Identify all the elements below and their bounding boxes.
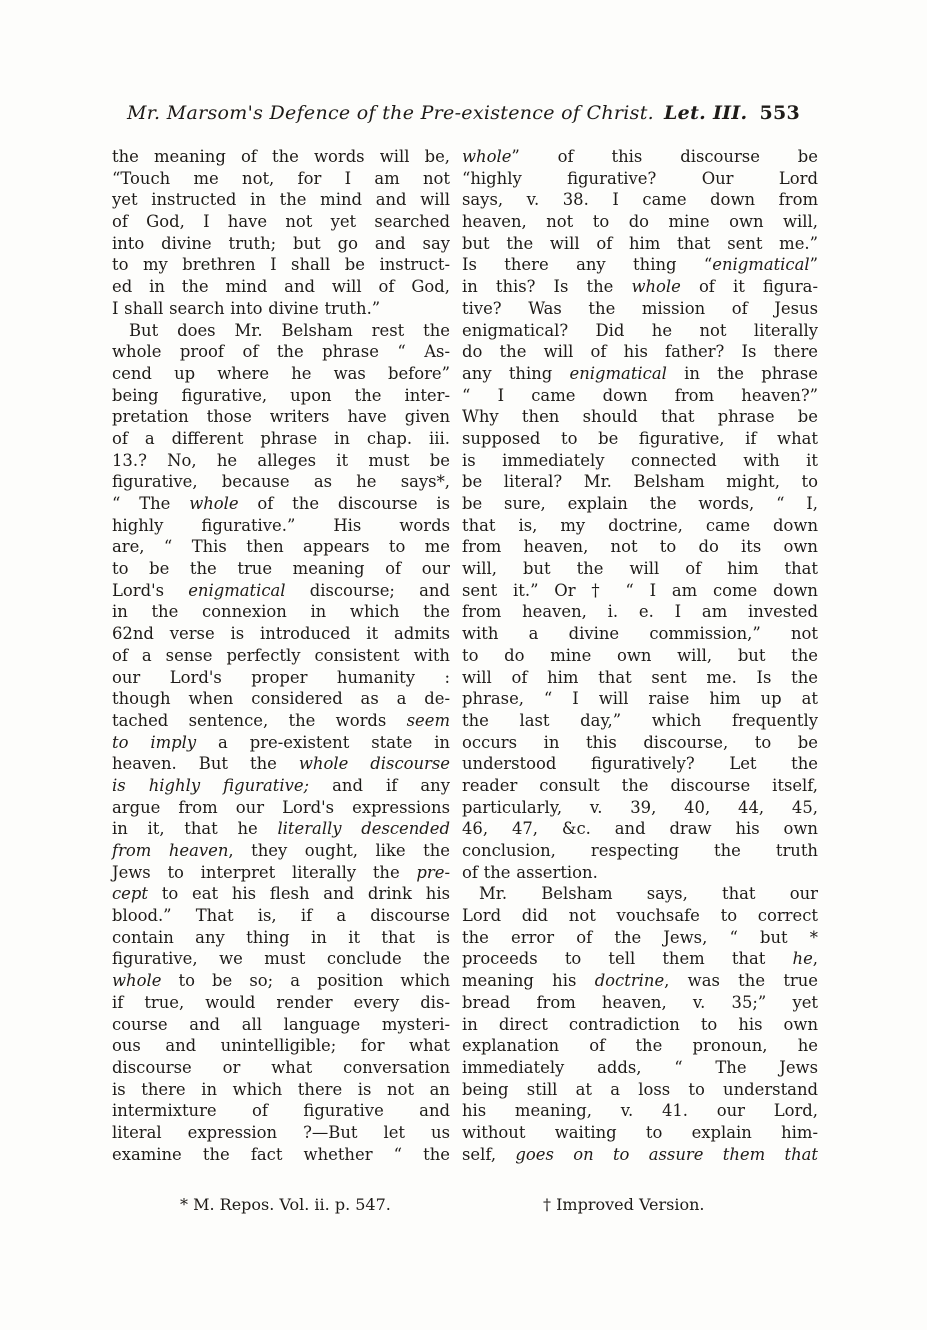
text-line: into divine truth; but go and say (112, 233, 450, 253)
text-line: in it, that he literally descended (112, 819, 450, 839)
page-number: 553 (759, 102, 801, 124)
text-line: from heaven, they ought, like the (112, 841, 450, 860)
text-line: occurs in this discourse, to be (462, 732, 818, 752)
text-line: whole” of this discourse be (462, 147, 818, 166)
text-line: proceeds to tell them that he, (462, 949, 818, 969)
text-line: are, “ This then appears to me (112, 537, 450, 557)
text-line: contain any thing in it that is (112, 927, 450, 947)
text-line: is there in which there is not an (112, 1079, 450, 1099)
text-line: tached sentence, the words seem (112, 710, 450, 730)
text-line: ed in the mind and will of God, (112, 277, 450, 297)
text-line: do the will of his father? Is there (462, 342, 818, 362)
text-line: heaven. But the whole discourse (112, 754, 450, 774)
text-line: explanation of the pronoun, he (462, 1036, 818, 1056)
text-line: blood.” That is, if a discourse (112, 906, 450, 926)
text-line: the last day,” which frequently (462, 710, 818, 730)
text-line: cept to eat his flesh and drink his (112, 884, 450, 904)
text-line: heaven, not to do mine own will, (462, 212, 818, 232)
text-line: “ The whole of the discourse is (112, 494, 450, 513)
footnote-left: * M. Repos. Vol. ii. p. 547. (180, 1195, 391, 1214)
text-line: of a sense perfectly consistent with (112, 645, 450, 665)
text-line: to imply a pre-existent state in (112, 732, 450, 752)
text-line: from heaven, not to do its own (462, 537, 818, 557)
right-column (462, 146, 818, 1165)
text-line: sent it.” Or † “ I am come down (462, 580, 818, 600)
text-line: be sure, explain the words, “ I, (462, 494, 818, 513)
text-line: the meaning of the words will be, (112, 147, 450, 166)
text-line: immediately adds, “ The Jews (462, 1057, 818, 1077)
text-line: being still at a loss to understand (462, 1079, 818, 1099)
text-line: in this? Is the whole of it figura- (462, 277, 818, 297)
text-line: Jews to interpret literally the pre- (112, 862, 450, 882)
text-line: to do mine own will, but the (462, 645, 818, 665)
text-line: Lord's enigmatical discourse; and (112, 580, 450, 600)
text-line: I shall search into divine truth.” (112, 298, 381, 318)
text-line: without waiting to explain him- (462, 1122, 818, 1142)
running-head-title: Mr. Marsom's Defence of the Pre-existence of Christ. (126, 102, 655, 124)
text-line: whole proof of the phrase “ As- (112, 342, 450, 362)
text-line: Mr. Belsham says, that our (479, 884, 818, 904)
text-line: course and all language mysteri- (112, 1014, 450, 1034)
text-line: enigmatical? Did he not literally (462, 320, 818, 340)
text-line: pretation those writers have given (112, 407, 450, 427)
text-line: of God, I have not yet searched (112, 212, 450, 232)
text-line: says, v. 38. I came down from (462, 190, 818, 210)
letter-number: Let. III. (664, 102, 748, 124)
text-line: cend up where he was before” (112, 363, 450, 383)
text-line: from heaven, i. e. I am invested (462, 602, 818, 622)
text-line: of a different phrase in chap. iii. (112, 428, 450, 448)
text-line: the error of the Jews, “ but * (462, 927, 818, 947)
text-line: supposed to be figurative, if what (462, 428, 818, 448)
text-line: any thing enigmatical in the phrase (462, 363, 818, 383)
text-line: literal expression ?—But let us (112, 1122, 450, 1142)
text-line: Why then should that phrase be (462, 407, 818, 427)
text-line: Lord did not vouchsafe to correct (462, 906, 818, 926)
left-column (112, 146, 450, 1165)
text-line: though when considered as a de- (112, 689, 450, 709)
text-line: 13.? No, he alleges it must be (112, 450, 450, 470)
text-line: “Touch me not, for I am not (112, 168, 450, 188)
text-line: is highly figurative; and if any (112, 775, 450, 795)
text-line: 46, 47, &c. and draw his own (462, 819, 818, 839)
text-line: bread from heaven, v. 35;” yet (462, 992, 818, 1012)
text-line: figurative, we must conclude the (112, 949, 450, 969)
text-line: will, but the will of him that (462, 559, 818, 579)
text-line: will of him that sent me. Is the (462, 667, 818, 687)
text-line: tive? Was the mission of Jesus (462, 298, 818, 318)
text-line: his meaning, v. 41. our Lord, (462, 1101, 818, 1121)
text-line: in direct contradiction to his own (462, 1014, 818, 1034)
text-line: to be the true meaning of our (112, 559, 450, 579)
text-line: meaning his doctrine, was the true (462, 971, 819, 991)
text-line: self, goes on to assure them that (462, 1144, 818, 1164)
text-line: intermixture of figurative and (112, 1101, 450, 1121)
text-line: with a divine commission,” not (462, 624, 818, 644)
text-line: “highly figurative? Our Lord (462, 168, 818, 188)
footnote-right: † Improved Version. (543, 1195, 705, 1214)
text-line: yet instructed in the mind and will (112, 190, 450, 210)
text-line: particularly, v. 39, 40, 44, 45, (462, 797, 818, 817)
text-line: “ I came down from heaven?” (462, 385, 818, 405)
running-head (0, 102, 927, 124)
text-line: argue from our Lord's expressions (112, 797, 450, 817)
text-line: to my brethren I shall be instruct- (112, 255, 450, 275)
text-line: figurative, because as he says*, (112, 472, 450, 492)
text-line: phrase, “ I will raise him up at (462, 689, 818, 709)
text-line: reader consult the discourse itself, (462, 775, 818, 795)
text-line: that is, my doctrine, came down (462, 515, 818, 535)
text-line: ous and unintelligible; for what (112, 1036, 450, 1056)
text-line: being figurative, upon the inter- (112, 385, 450, 405)
text-line: but the will of him that sent me.” (462, 233, 818, 253)
text-line: Is there any thing “enigmatical” (462, 255, 818, 275)
text-line: examine the fact whether “ the (112, 1144, 450, 1164)
text-line: But does Mr. Belsham rest the (129, 320, 450, 340)
text-line: whole to be so; a position which (112, 971, 450, 991)
text-line: our Lord's proper humanity : (112, 667, 450, 687)
text-line: is immediately connected with it (462, 450, 818, 470)
text-line: discourse or what conversation (112, 1057, 450, 1077)
text-line: of the assertion. (462, 862, 598, 882)
text-line: highly figurative.” His words (112, 515, 450, 535)
text-line: if true, would render every dis- (112, 992, 450, 1012)
text-line: in the connexion in which the (112, 602, 450, 622)
text-line: understood figuratively? Let the (462, 754, 818, 774)
text-line: be literal? Mr. Belsham might, to (462, 472, 818, 492)
text-line: 62nd verse is introduced it admits (112, 624, 450, 644)
text-line: conclusion, respecting the truth (462, 841, 818, 860)
